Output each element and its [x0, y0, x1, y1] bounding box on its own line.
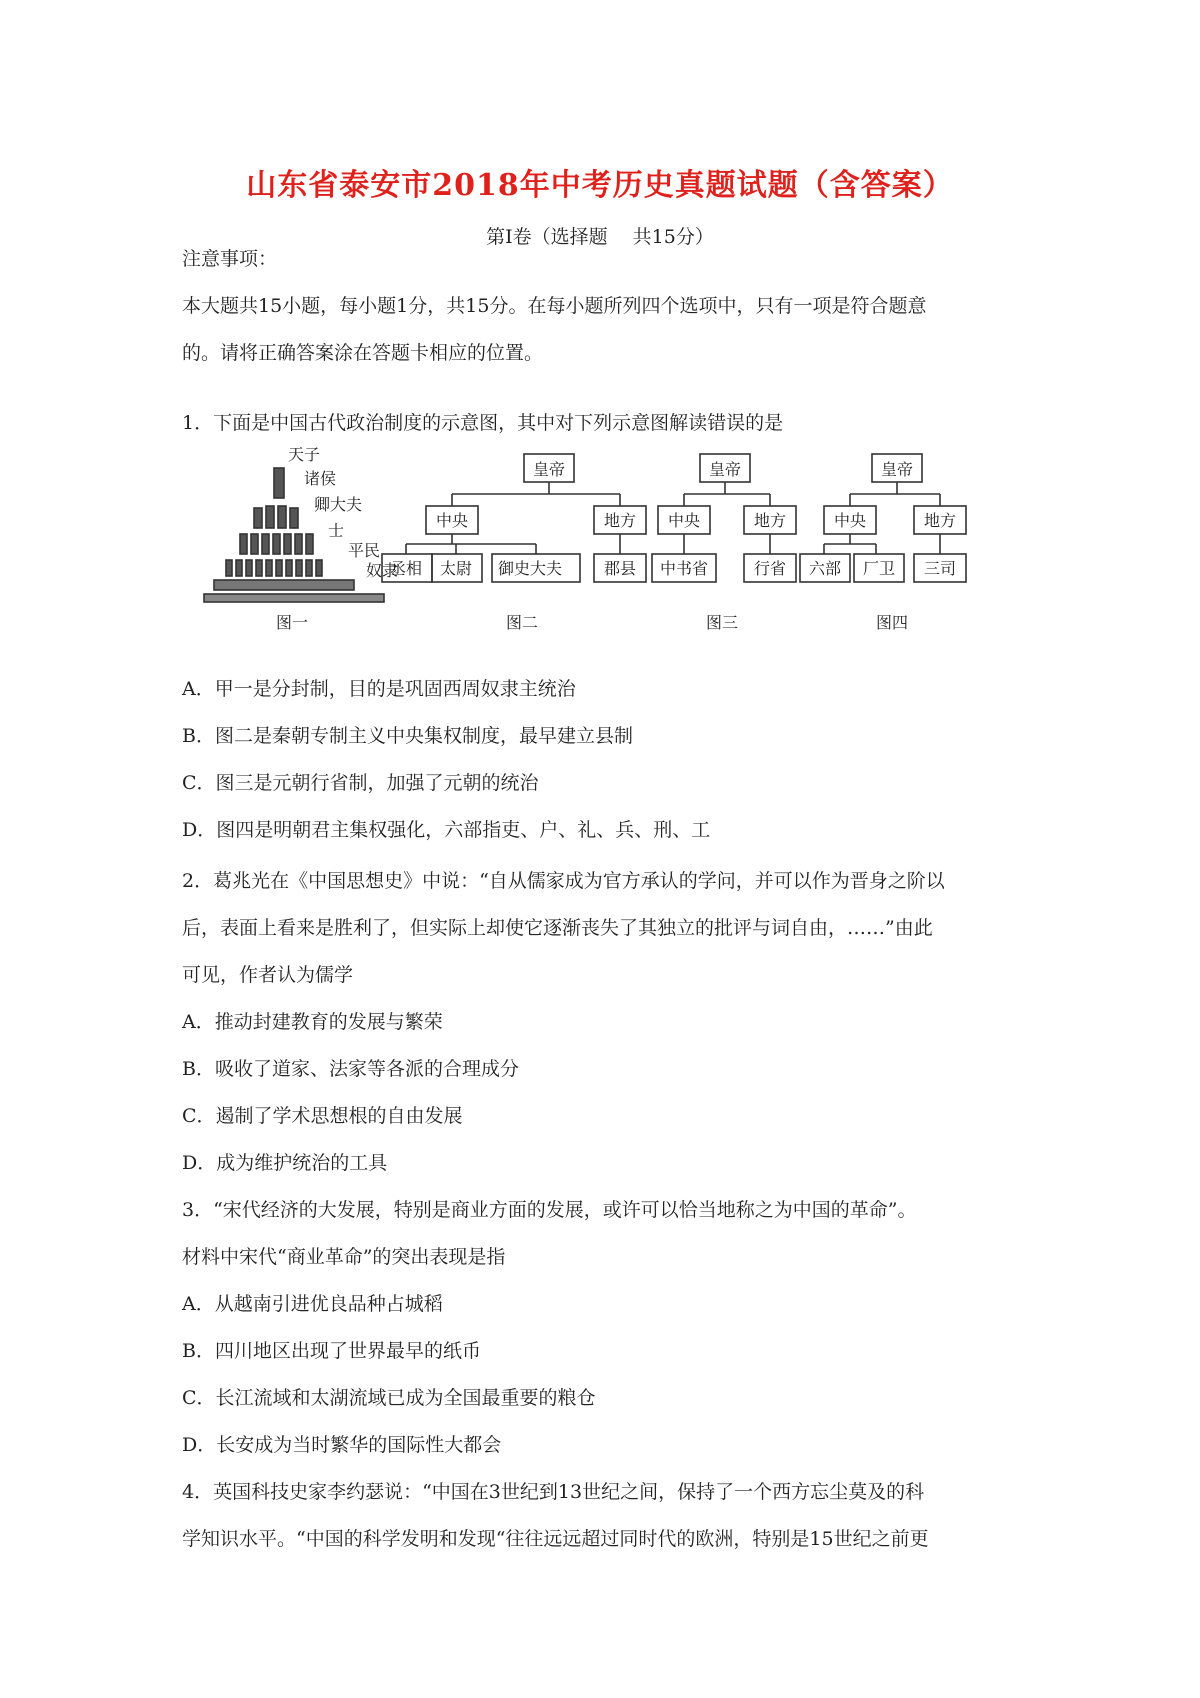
q2-option: C．遏制了学术思想根的自由发展	[182, 1105, 463, 1127]
q1-option: A．甲一是分封制，目的是巩固西周奴隶主统治	[182, 678, 576, 700]
q3-stem-line: 材料中宋代“商业革命”的突出表现是指	[182, 1246, 506, 1268]
q3-option: B．四川地区出现了世界最早的纸币	[182, 1340, 481, 1362]
fig1-level: 平民	[348, 541, 381, 560]
fig3-center: 中央	[668, 511, 701, 530]
q1-figures	[200, 445, 1060, 652]
fig3-sub-center: 中书省	[660, 559, 709, 578]
fig4-top: 皇帝	[881, 460, 914, 479]
q2-stem-line: 可见，作者认为儒学	[182, 964, 354, 986]
q2-option: D．成为维护统治的工具	[182, 1152, 388, 1174]
fig2-county: 郡县	[604, 559, 637, 578]
pyramid-figures	[204, 468, 384, 602]
q4-stem-line: 4．英国科技史家李约瑟说：“中国在3世纪到13世纪之间，保持了一个西方忘尘莫及的科	[182, 1481, 925, 1503]
fig3-top: 皇帝	[709, 460, 742, 479]
notice-line: 本大题共15小题，每小题1分，共15分。在每小题所列四个选项中，只有一项是符合题意	[182, 295, 927, 317]
q3-option: A．从越南引进优良品种占城稻	[182, 1293, 443, 1315]
fig4-sub-local: 三司	[924, 559, 957, 578]
fig4-caption: 图四	[876, 613, 909, 632]
fig3-local: 地方	[754, 511, 787, 530]
q1-option: B．图二是秦朝专制主义中央集权制度，最早建立县制	[182, 725, 633, 747]
q2-stem-line: 后，表面上看来是胜利了，但实际上却使它逐渐丧失了其独立的批评与词自由，……”由此	[182, 917, 933, 939]
fig2-sub: 丞相	[390, 559, 423, 578]
fig4-sub: 六部	[809, 559, 842, 578]
fig2-caption: 图二	[506, 613, 539, 632]
fig4-local: 地方	[924, 511, 957, 530]
fig1-level: 奴隶	[366, 561, 399, 580]
q4-stem-line: 学知识水平。“中国的科学发明和发现“往往远远超过同时代的欧洲，特别是15世纪之前更	[182, 1528, 929, 1550]
q3-option: D．长安成为当时繁华的国际性大都会	[182, 1434, 502, 1456]
fig3-caption: 图三	[706, 613, 739, 632]
q1-stem: 1．下面是中国古代政治制度的示意图，其中对下列示意图解读错误的是	[182, 412, 784, 434]
q2-option: A．推动封建教育的发展与繁荣	[182, 1011, 443, 1033]
fig1-level: 诸侯	[304, 469, 337, 488]
fig4-sub: 厂卫	[863, 559, 896, 578]
q2-option: B．吸收了道家、法家等各派的合理成分	[182, 1058, 519, 1080]
notice-line: 的。请将正确答案涂在答题卡相应的位置。	[182, 342, 544, 364]
notice-heading: 注意事项：	[182, 248, 278, 270]
fig3-sub-local: 行省	[754, 559, 787, 578]
q3-option: C．长江流域和太湖流域已成为全国最重要的粮仓	[182, 1387, 596, 1409]
fig2-sub: 太尉	[440, 559, 473, 578]
q1-option: C．图三是元朝行省制，加强了元朝的统治	[182, 772, 539, 794]
fig2-sub: 御史大夫	[498, 559, 563, 578]
q3-stem-line: 3．“宋代经济的大发展，特别是商业方面的发展，或许可以恰当地称之为中国的革命”。	[182, 1199, 917, 1221]
fig2-local: 地方	[604, 511, 637, 530]
section-subtitle: 第Ⅰ卷（选择题 共15分）	[486, 226, 714, 248]
fig2-top: 皇帝	[533, 460, 566, 479]
fig4-center: 中央	[834, 511, 867, 530]
fig1-level: 天子	[288, 445, 321, 464]
q1-option: D．图四是明朝君主集权强化，六部指吏、户、礼、兵、刑、工	[182, 819, 711, 841]
fig2-center: 中央	[436, 511, 469, 530]
q2-stem-line: 2．葛兆光在《中国思想史》中说：“自从儒家成为官方承认的学问，并可以作为晋身之阶以	[182, 870, 945, 892]
fig1-level: 士	[328, 521, 345, 540]
page-title: 山东省泰安市2018年中考历史真题试题（含答案）	[246, 168, 954, 203]
fig1-caption: 图一	[276, 613, 309, 632]
fig1-level: 卿大夫	[314, 495, 363, 514]
